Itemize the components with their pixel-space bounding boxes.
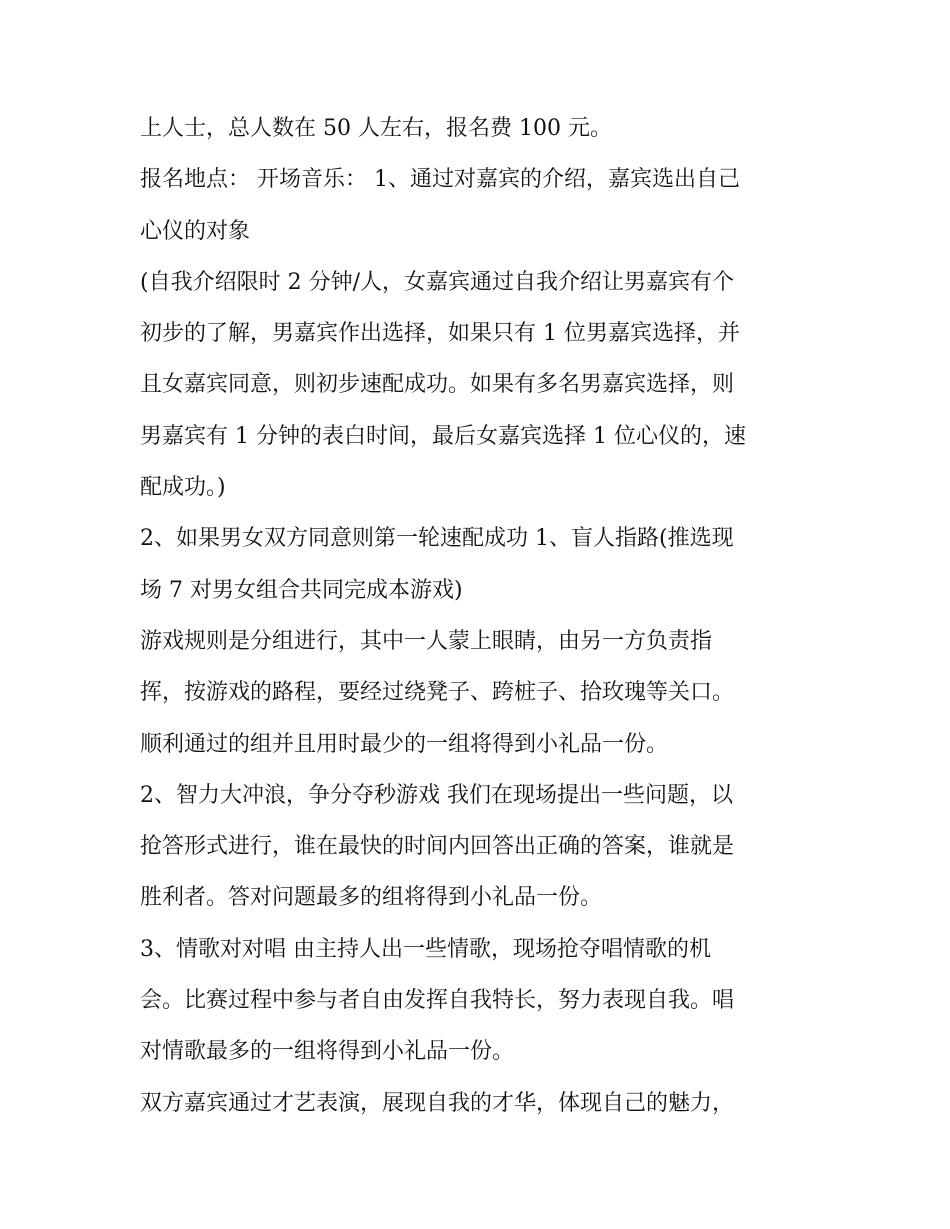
text-line: 双方嘉宾通过才艺表演，展现自我的才华，体现自己的魅力， — [140, 1090, 735, 1116]
text-line: 会。比赛过程中参与者自由发挥自我特长，努力表现自我。唱 — [140, 988, 735, 1014]
text-line: 配成功。) — [140, 475, 226, 501]
text-line: 初步的了解，男嘉宾作出选择，如果只有 1 位男嘉宾选择，并 — [140, 321, 740, 347]
text-line: 胜利者。答对问题最多的组将得到小礼品一份。 — [140, 885, 603, 911]
text-line: (自我介绍限时 2 分钟/人，女嘉宾通过自我介绍让男嘉宾有个 — [140, 269, 734, 295]
text-line: 对情歌最多的一组将得到小礼品一份。 — [140, 1039, 515, 1065]
text-line: 3、情歌对对唱 由主持人出一些情歌，现场抢夺唱情歌的机 — [140, 936, 711, 962]
text-line: 男嘉宾有 1 分钟的表白时间，最后女嘉宾选择 1 位心仪的，速 — [140, 423, 746, 449]
text-line: 报名地点： 开场音乐： 1、通过对嘉宾的介绍，嘉宾选出自己 — [140, 167, 740, 193]
text-line: 顺利通过的组并且用时最少的一组将得到小礼品一份。 — [140, 731, 669, 757]
text-line: 游戏规则是分组进行，其中一人蒙上眼睛，由另一方负责指 — [140, 628, 713, 654]
text-line: 上人士，总人数在 50 人左右，报名费 100 元。 — [140, 116, 612, 141]
text-line: 抢答形式进行，谁在最快的时间内回答出正确的答案，谁就是 — [140, 834, 735, 860]
text-line: 场 7 对男女组合共同完成本游戏) — [140, 577, 463, 603]
text-line: 且女嘉宾同意，则初步速配成功。如果有多名男嘉宾选择，则 — [140, 372, 735, 398]
text-line: 挥，按游戏的路程，要经过绕凳子、跨桩子、拾玫瑰等关口。 — [140, 680, 735, 706]
text-line: 2、智力大冲浪，争分夺秒游戏 我们在现场提出一些问题，以 — [140, 782, 733, 808]
text-line: 2、如果男女双方同意则第一轮速配成功 1、盲人指路(推选现 — [140, 526, 734, 552]
text-line: 心仪的对象 — [140, 218, 251, 244]
document-body — [140, 103, 820, 1129]
